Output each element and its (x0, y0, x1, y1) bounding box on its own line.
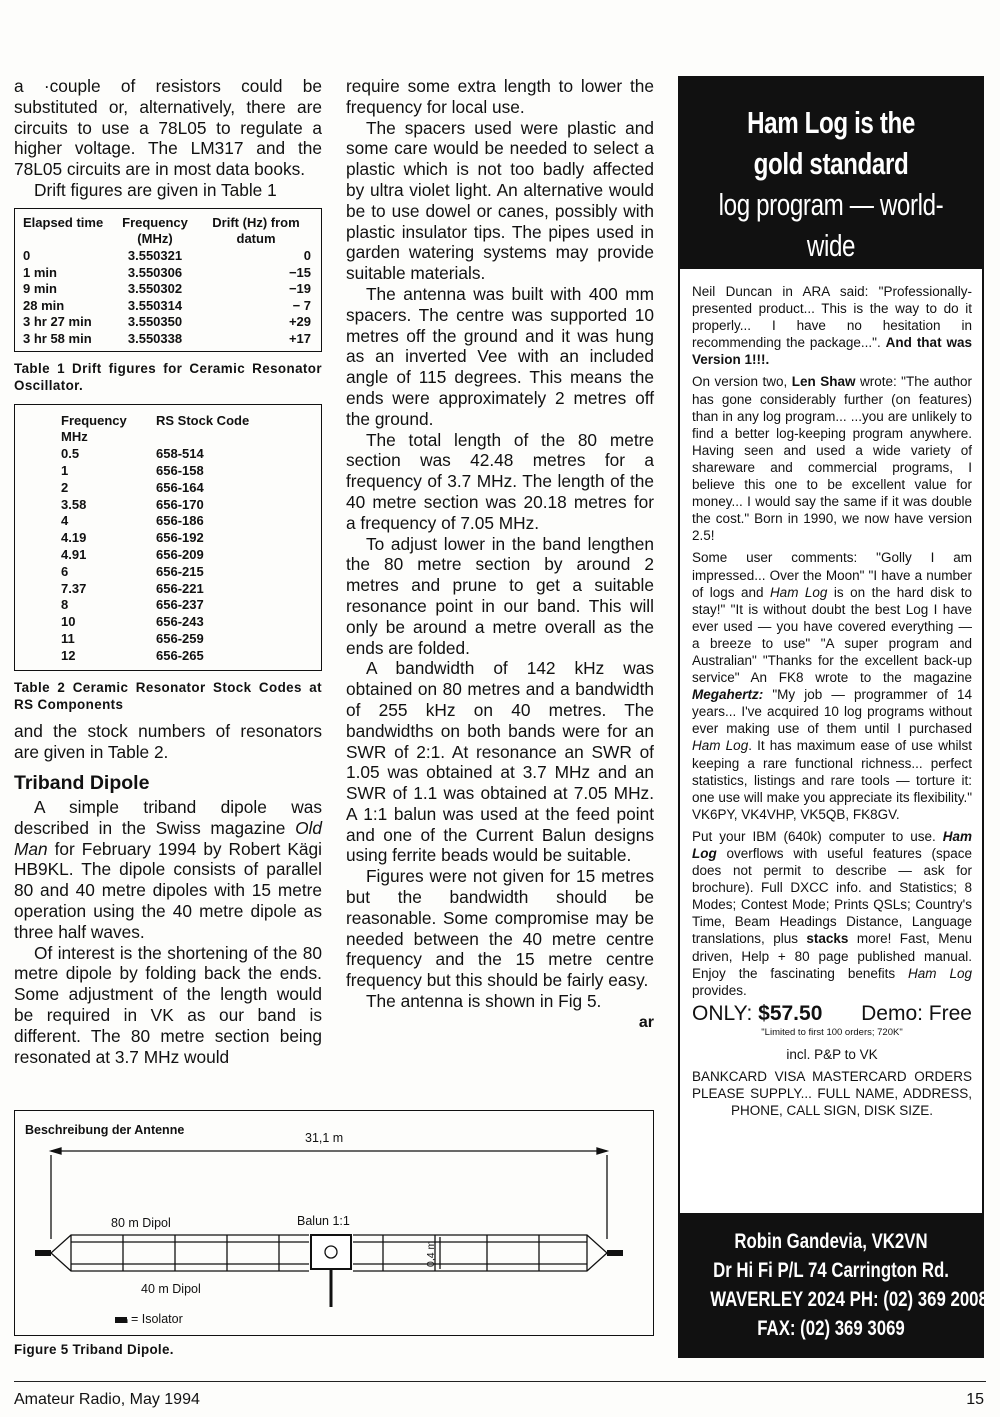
table-cell: −15 (288, 264, 311, 280)
text-run: is on the hard disk to stay!" "It is without doubt the best Log I have ever used — you have covered everything — a breeze to use" "A super program and Australian" "Thanks for the excellent back-up service" An FK8 wrote to the magazine (692, 584, 973, 686)
table-cell: 3.550321 (127, 247, 183, 263)
table-cell: 2 (61, 479, 69, 495)
table-cell: 656-170 (156, 496, 204, 512)
ad-headline-line: gold standard (753, 146, 909, 181)
table-row (23, 248, 313, 265)
table-cell: 656-192 (156, 530, 204, 546)
table-cell: 0.5 (61, 446, 80, 462)
column-header: Elapsed time (23, 214, 104, 230)
table-cell: 0 (303, 247, 311, 263)
text-run: more! Fast, Menu driven, Help + 80 page published manual. Enjoy the fascinating benefits (692, 931, 972, 981)
length-label: 31,1 m (305, 1131, 344, 1145)
resonator-table (14, 404, 322, 672)
table-cell: 12 (61, 647, 76, 663)
isolator (607, 1250, 623, 1256)
table-row (23, 281, 313, 298)
table-cell: 3.550306 (127, 264, 183, 280)
paragraph: The total length of the 80 metre section was 42.48 metres for a frequency of 3.7 MHz. The length of the 40 metre section was 20.18 metres for a frequency of 7.05 MHz. (346, 429, 654, 533)
price-label: ONLY: (692, 1001, 759, 1025)
table-cell: 0 (23, 247, 31, 263)
table-cell: 656-164 (156, 479, 204, 495)
antenna-figure (14, 1110, 654, 1336)
table-cell: 656-158 (156, 462, 204, 478)
table-cell: 4.19 (61, 530, 87, 546)
drift-table (14, 208, 322, 352)
table-row (61, 614, 321, 631)
column-header: Drift (Hz) from datum (212, 214, 300, 247)
table-header-row (23, 215, 313, 248)
paragraph: a ·couple of resistors could be substituted or, alternatively, there are circuits to use a 78L05 to regulate a higher voltage. The LM317 and the 78L05 circuits are in most data books. (14, 76, 322, 180)
ad-price-line (692, 1001, 972, 1025)
table-header-row (61, 413, 321, 447)
column-header: RS Stock Code (156, 412, 250, 428)
text-run: A simple triband dipole was described in the Swiss magazine (14, 797, 322, 838)
table-cell: 656-243 (156, 614, 204, 630)
table-cell: 656-215 (156, 563, 204, 579)
dipole-80-label: 80 m Dipol (111, 1216, 171, 1230)
table-cell: +29 (288, 314, 311, 330)
dipole-40-label: 40 m Dipol (141, 1282, 201, 1296)
text-run: for February 1994 by Robert Kägi HB9KL. The dipole consists of parallel 80 and 40 metre dipoles with 15 metre operation using the 40 metre dipole as three half waves. (14, 838, 322, 942)
table-caption: Table 1 Drift figures for Ceramic Resonator Oscillator. (14, 360, 322, 393)
table-row (61, 513, 321, 530)
table-row (61, 564, 321, 581)
paragraph (14, 797, 322, 943)
table-row (61, 597, 321, 614)
table-cell: 3 hr 58 min (23, 330, 92, 346)
footer-publication: Amateur Radio, May 1994 (14, 1391, 200, 1408)
ad-testimonial (692, 373, 972, 544)
text-run: Put your IBM (640k) computer to use. (692, 828, 943, 844)
arrow-right (597, 1148, 607, 1154)
table-cell: 3.58 (61, 496, 87, 512)
ad-testimonial (692, 283, 972, 368)
table-cell: 1 (61, 462, 69, 478)
table-caption: Table 2 Ceramic Resonator Stock Codes at RS Components (14, 680, 322, 713)
demo-label: Demo: Free (861, 1001, 972, 1025)
text-run: On version two, (692, 374, 792, 390)
ad-limit-note: "Limited to first 100 orders; 720K" (761, 1026, 903, 1038)
paragraph: The antenna was built with 400 mm spacers. The centre was supported 10 metres off the ground and it was hung as an inverted Vee with an included angle of 115 degrees. This means the ends were approximately 2 metres off the ground. (346, 283, 654, 429)
table-cell: 1 min (23, 264, 57, 280)
table-row (23, 314, 313, 331)
balun-label: Balun 1:1 (297, 1214, 350, 1228)
table-cell: − 7 (292, 297, 311, 313)
ad-headline-line: Ham Log is the (747, 105, 915, 140)
table-cell: 3.550314 (127, 297, 183, 313)
ad-contact-line: Dr Hi Fi P/L 74 Carrington Rd. (713, 1259, 949, 1282)
table-cell: 656-259 (156, 630, 204, 646)
text-run: Megahertz: (692, 687, 764, 703)
table-row (61, 530, 321, 547)
left-column (14, 76, 322, 1067)
isolator (35, 1250, 51, 1256)
text-run: wrote: "The author has gone considerably further (on features) than in any log program... ...you are unlikely to find a better log-keeping program anywhere. Having seen and used a wide variety of shareware and commercial programs, I believe this one to be excellent value for money... I would say the same if it was double the cost." Born in 1990, we now have version 2.5! (692, 374, 972, 544)
ad-contact (680, 1213, 988, 1356)
table-cell: 4 (61, 513, 69, 529)
ad-order-instructions: BANKCARD VISA MASTERCARD ORDERS PLEASE SUPPLY... FULL NAME, ADDRESS, PHONE, CALL SIGN, DISK SIZE. (692, 1069, 972, 1119)
text-run: stacks (806, 931, 849, 947)
ad-headline-line: log program — world-wide (718, 187, 944, 263)
ad-testimonial (692, 549, 972, 823)
middle-column (346, 76, 654, 1032)
table-row (61, 648, 321, 665)
figure-caption: Figure 5 Triband Dipole. (14, 1342, 174, 1357)
table-row (23, 265, 313, 282)
table-cell: 3 hr 27 min (23, 314, 92, 330)
footer-rule (14, 1381, 986, 1382)
page-number: 15 (966, 1391, 984, 1408)
ad-contact-line: WAVERLEY 2024 PH: (02) 369 2008 (710, 1288, 988, 1311)
text-run: Some user comments: "Golly I am impressed... Over the Moon" "I have a number of logs and (692, 550, 972, 600)
paragraph: A bandwidth of 142 kHz was obtained on 80 metres and a bandwidth of 255 kHz on 40 metres. The bandwidths on both bands were for an SWR of 2:1. At resonance an SWR of 1.05 was obtained at 3.7 MHz and an SWR of 1.1 was obtained at 7.05 MHz. A 1:1 balun was used at the feed point and one of the Current Balun designs using ferrite beads would be suitable. (346, 658, 654, 866)
text-run: Ham Log (769, 584, 828, 600)
ad-body (680, 269, 982, 1119)
table-row (61, 547, 321, 564)
table-cell: 3.550338 (127, 330, 183, 346)
table-row (23, 331, 313, 348)
table-cell: 656-209 (156, 546, 204, 562)
table-cell: 6 (61, 563, 69, 579)
paragraph: The spacers used were plastic and some care would be needed to select a plastic which is not too badly affected by ultra violet light. An alternative would be to use dowel or canes, possibly with plastic insulator tips. The pipes used in garden watering systems may provide suitable materials. (346, 117, 654, 284)
column-header: Frequency (MHz) (122, 214, 188, 247)
table-row (61, 581, 321, 598)
table-cell: 656-237 (156, 597, 204, 613)
table-cell: 28 min (23, 297, 65, 313)
table-cell: 656-186 (156, 513, 204, 529)
table-row (23, 298, 313, 315)
text-run: "My job — programmer of 14 years... I've acquired 10 log programs without ever making use of them until I purchased (692, 687, 972, 737)
table-cell: 656-265 (156, 647, 204, 663)
table-cell: 3.550302 (127, 281, 183, 297)
balun (311, 1235, 351, 1269)
text-run: Neil Duncan in ARA said: "Professionally-presented product... This is the way to do it properly... I have no hesitation in recommending the package...". (692, 284, 972, 351)
paragraph: To adjust lower in the band lengthen the 80 metre section by around 2 metres and prune to get a suitable resonance point in our band. This will only be around a metre overall as the ends are folded. (346, 533, 654, 658)
table-cell: 8 (61, 597, 69, 613)
table-row (61, 480, 321, 497)
text-run: provides. (692, 982, 747, 998)
text-run: overflows with useful features (space does not permit to describe — ask for brochure). Full DXCC info. and Statistics; 8 Modes; Contest Mode; Prints QSLs; Country's Time, Beam Headings Distance, Language translations, plus (692, 846, 972, 947)
magazine-title: Old Man (14, 817, 322, 859)
isolator-legend: ▬ = Isolator (115, 1312, 183, 1326)
column-header: Frequency MHz (61, 412, 127, 445)
paragraph: Of interest is the shortening of the 80 metre dipole by folding back the ends. Some adjustment of the length would be required in VK as our band is different. The 80 metre section being resonated at 3.7 MHz would (14, 942, 322, 1067)
figure-title: Beschreibung der Antenne (25, 1123, 185, 1137)
price (692, 1001, 823, 1025)
text-run: Len Shaw (791, 374, 856, 390)
section-heading: Triband Dipole (14, 772, 150, 795)
paragraph: require some extra length to lower the frequency for local use. (346, 76, 654, 117)
table-row (61, 463, 321, 480)
table-cell: 4.91 (61, 546, 87, 562)
table-cell: 3.550350 (127, 314, 183, 330)
table-row (61, 497, 321, 514)
table-cell: −19 (288, 281, 311, 297)
paragraph: Figures were not given for 15 metres but the bandwidth should be reasonable. Some compromise may be needed between the 40 metre centre frequency and the 15 metre centre frequency but this should be fairly easy. (346, 866, 654, 991)
table-cell: 9 min (23, 281, 57, 297)
table-cell: 658-514 (156, 446, 204, 462)
table-cell: 7.37 (61, 580, 87, 596)
ad-features (692, 828, 972, 999)
table-cell: 10 (61, 614, 76, 630)
table-cell: 11 (61, 630, 75, 646)
text-run: Ham Log (692, 828, 972, 861)
paragraph: Drift figures are given in Table 1 (34, 179, 277, 200)
ham-log-advertisement (678, 76, 988, 1358)
spacing-label: 0,4 m (425, 1240, 437, 1267)
text-run: . It has maximum ease of use whilst keeping a rare functional richness... perfect statistics, listings and rare tools — torture it: one use will make you appreciate its flexibility." VK6PY, VK4VHP, VK5QB, FK8GV. (692, 738, 972, 822)
antenna-diagram (15, 1111, 655, 1337)
table-cell: 656-221 (156, 580, 204, 596)
paragraph: and the stock numbers of resonators are given in Table 2. (14, 721, 322, 763)
ad-contact-line: FAX: (02) 369 3069 (757, 1317, 905, 1340)
arrow-left (51, 1148, 61, 1154)
table-row (61, 631, 321, 648)
text-run: Ham Log (692, 738, 749, 754)
text-run: Ham Log (908, 965, 972, 981)
price-value: $57.50 (758, 1001, 823, 1025)
end-mark: ar (638, 1013, 654, 1031)
table-row (61, 446, 321, 463)
ad-headline (680, 78, 982, 269)
paragraph: The antenna is shown in Fig 5. (366, 991, 602, 1012)
ad-postage-note: incl. P&P to VK (786, 1047, 878, 1063)
text-run: And that was Version 1!!!. (692, 335, 972, 368)
table-cell: +17 (288, 330, 311, 346)
ad-contact-line: Robin Gandevia, VK2VN (734, 1230, 928, 1253)
antenna-wire-left (37, 1235, 309, 1271)
